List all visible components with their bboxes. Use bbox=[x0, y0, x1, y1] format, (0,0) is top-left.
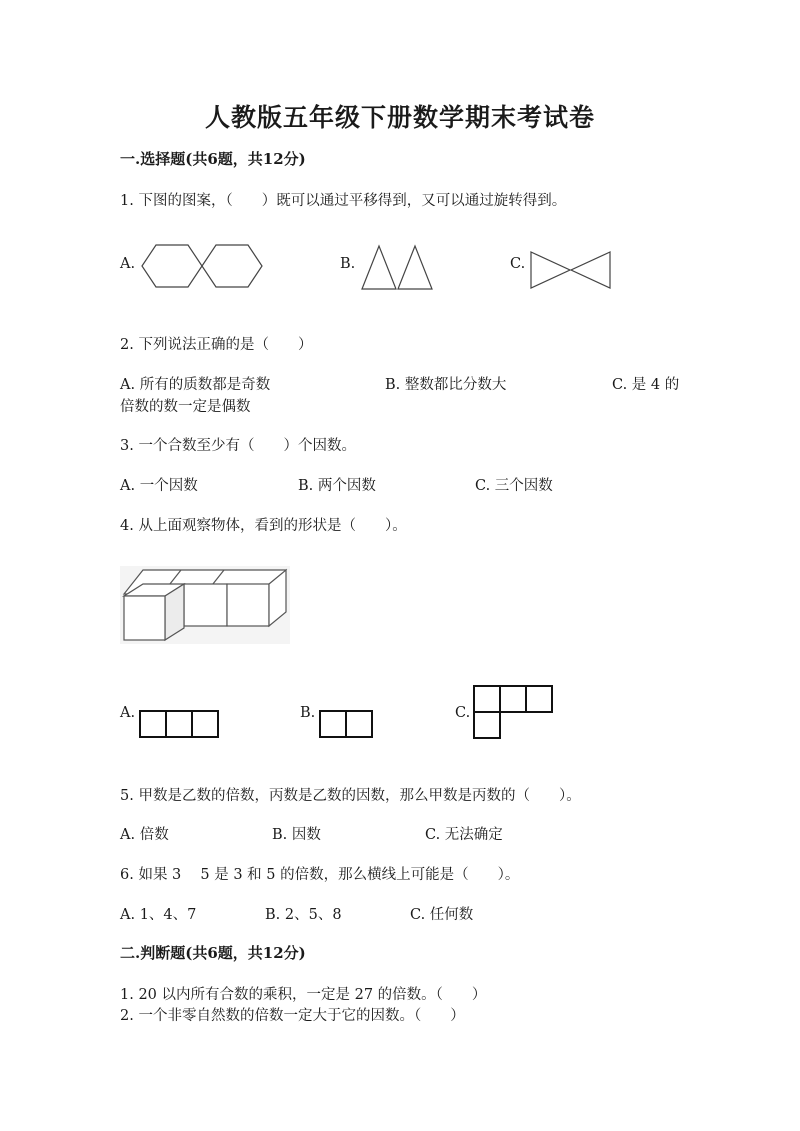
q2-option-a: A. 所有的质数都是奇数 bbox=[120, 377, 271, 393]
q6-option-c: C. 任何数 bbox=[410, 907, 474, 923]
page-title: 人教版五年级下册数学期末考试卷 bbox=[204, 103, 595, 132]
section-heading-judge: 二.判断题(共6题，共12分) bbox=[120, 944, 306, 962]
question-2: 2. 下列说法正确的是（ ） bbox=[120, 337, 313, 353]
q4-cubes-figure bbox=[120, 566, 290, 644]
q5-option-c: C. 无法确定 bbox=[425, 827, 503, 843]
q4-option-b-figure bbox=[318, 709, 374, 739]
question-6: 6. 如果 3 5 是 3 和 5 的倍数，那么横线上可能是（ ）。 bbox=[120, 867, 520, 883]
q3-option-a: A. 一个因数 bbox=[120, 478, 198, 494]
question-5: 5. 甲数是乙数的倍数，丙数是乙数的因数，那么甲数是丙数的（ ）。 bbox=[120, 788, 581, 804]
question-4: 4. 从上面观察物体，看到的形状是（ ）。 bbox=[120, 518, 407, 534]
judge-question-2: 2. 一个非零自然数的倍数一定大于它的因数。（ ） bbox=[120, 1008, 465, 1024]
q2-option-c: C. 是 4 的 bbox=[612, 377, 680, 393]
q1-option-b-figure bbox=[360, 244, 436, 290]
question-3: 3. 一个合数至少有（ ）个因数。 bbox=[120, 438, 356, 454]
q1-option-a-figure bbox=[140, 243, 268, 289]
q6-option-b: B. 2、5、8 bbox=[265, 907, 342, 923]
q1-option-a-label: A. bbox=[120, 256, 136, 272]
q4-option-b-label: B. bbox=[300, 705, 316, 721]
q3-option-b: B. 两个因数 bbox=[298, 478, 376, 494]
q4-option-c-label: C. bbox=[455, 705, 471, 721]
q5-option-a: A. 倍数 bbox=[120, 827, 169, 843]
q4-option-a-figure bbox=[138, 709, 220, 739]
question-1: 1. 下图的图案，（ ）既可以通过平移得到，又可以通过旋转得到。 bbox=[120, 193, 567, 209]
section-heading-choice: 一.选择题(共6题，共12分) bbox=[120, 150, 306, 168]
q3-option-c: C. 三个因数 bbox=[475, 478, 553, 494]
q2-option-c-continued: 倍数的数一定是偶数 bbox=[120, 399, 251, 415]
q2-option-b: B. 整数都比分数大 bbox=[385, 377, 507, 393]
q4-option-a-label: A. bbox=[120, 705, 136, 721]
q1-option-c-label: C. bbox=[510, 256, 526, 272]
q5-option-b: B. 因数 bbox=[272, 827, 321, 843]
q1-option-b-label: B. bbox=[340, 256, 356, 272]
q1-option-c-figure bbox=[530, 251, 612, 291]
q4-option-c-figure bbox=[472, 684, 554, 740]
judge-question-1: 1. 20 以内所有合数的乘积，一定是 27 的倍数。（ ） bbox=[120, 987, 487, 1003]
q6-option-a: A. 1、4、7 bbox=[120, 907, 197, 923]
